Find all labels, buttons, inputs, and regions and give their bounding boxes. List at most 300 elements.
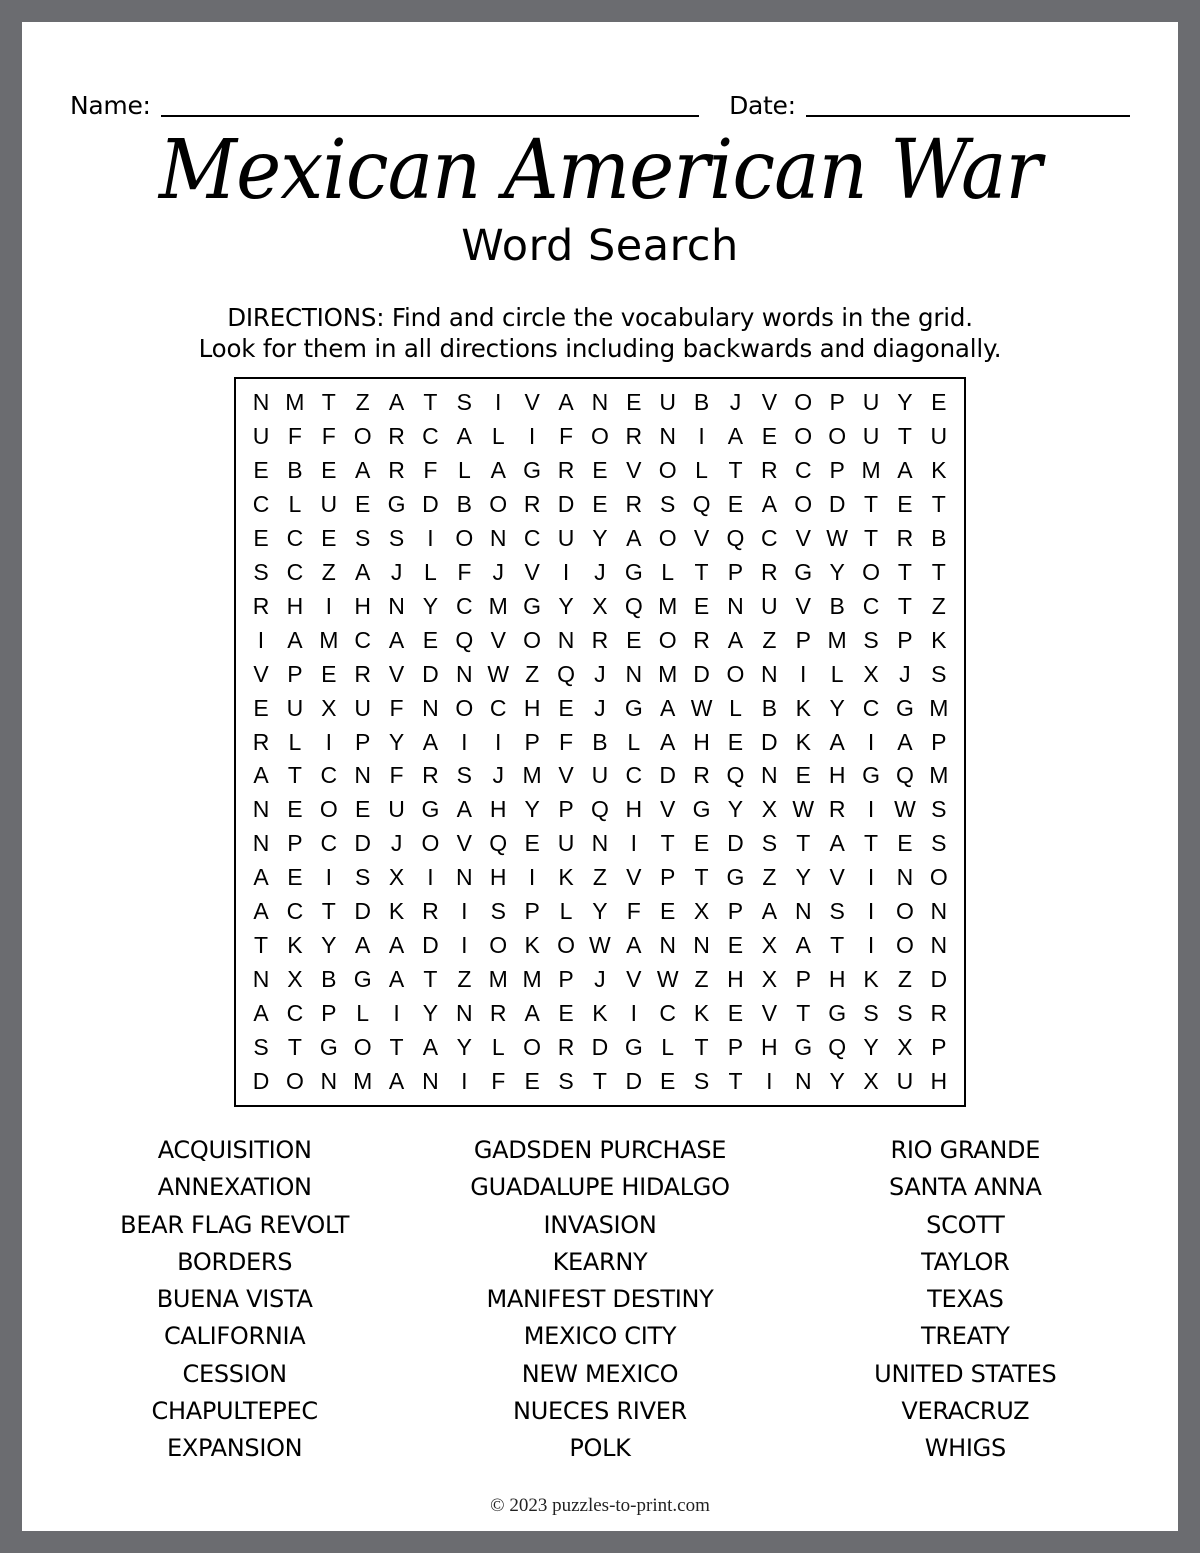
grid-cell[interactable]: P [355,728,371,755]
grid-cell[interactable]: T [287,1033,302,1060]
grid-cell[interactable]: E [897,491,913,518]
grid-cell[interactable]: A [253,762,269,789]
grid-cell[interactable]: I [630,830,637,857]
grid-cell[interactable]: B [321,965,337,992]
grid-cell[interactable]: E [592,457,608,484]
grid-cell[interactable]: S [863,999,879,1026]
grid-cell[interactable]: E [795,762,811,789]
grid-cell[interactable]: G [421,796,440,823]
grid-cell[interactable]: S [761,830,778,857]
grid-cell[interactable]: A [897,457,913,484]
grid-cell[interactable]: O [557,931,575,958]
grid-cell[interactable]: R [252,728,270,755]
word-list-item[interactable]: ACQUISITION [157,1136,312,1164]
grid-cell[interactable]: N [930,898,948,925]
grid-cell[interactable]: E [626,626,642,653]
grid-cell[interactable]: Y [829,558,845,585]
grid-cell[interactable]: W [690,694,713,721]
grid-cell[interactable]: E [727,999,744,1026]
grid-cell[interactable]: A [456,796,473,823]
grid-cell[interactable]: W [792,796,815,823]
grid-cell[interactable]: P [558,965,574,992]
grid-cell[interactable]: W [826,525,848,552]
grid-cell[interactable]: M [285,389,305,416]
grid-cell[interactable]: O [895,931,914,958]
grid-cell[interactable]: Q [692,491,711,518]
grid-cell[interactable]: J [492,762,504,789]
grid-cell[interactable]: T [897,423,912,450]
grid-cell[interactable]: K [388,898,405,925]
grid-cell[interactable]: Y [422,999,439,1026]
grid-cell[interactable]: H [625,796,643,823]
grid-cell[interactable]: P [829,389,845,416]
grid-cell[interactable]: R [354,660,371,687]
grid-cell[interactable]: M [929,762,949,789]
grid-cell[interactable]: F [626,898,641,925]
grid-cell[interactable]: H [354,592,371,619]
grid-cell[interactable]: O [828,423,847,450]
grid-cell[interactable]: E [355,796,371,823]
grid-cell[interactable]: I [867,898,875,925]
grid-cell[interactable]: Q [895,762,914,789]
grid-cell[interactable]: M [827,626,847,653]
word-list-item[interactable]: ANNEXATION [157,1173,312,1202]
grid-cell[interactable]: E [355,491,371,518]
grid-cell[interactable]: J [594,965,606,992]
grid-cell[interactable]: E [321,660,337,687]
grid-cell[interactable]: C [286,898,304,925]
grid-cell[interactable]: I [562,558,570,585]
grid-cell[interactable]: H [828,762,846,789]
grid-cell[interactable]: H [727,965,744,992]
grid-cell[interactable]: X [761,931,778,958]
grid-cell[interactable]: O [895,898,914,925]
grid-cell[interactable]: H [930,1067,948,1094]
grid-cell[interactable]: E [253,525,269,552]
grid-cell[interactable]: Y [829,694,845,721]
word-list-item[interactable]: MANIFEST DESTINY [486,1285,714,1314]
grid-cell[interactable]: V [626,864,642,891]
grid-cell[interactable]: H [828,965,846,992]
grid-cell[interactable]: G [895,694,914,721]
grid-cell[interactable]: N [456,999,473,1026]
grid-cell[interactable]: O [489,491,508,518]
grid-cell[interactable]: D [828,491,846,518]
grid-cell[interactable]: E [321,525,337,552]
grid-cell[interactable]: I [698,423,705,450]
grid-cell[interactable]: B [761,694,778,721]
grid-cell[interactable]: A [355,931,371,958]
grid-cell[interactable]: N [456,660,473,687]
grid-cell[interactable]: I [257,626,265,653]
grid-cell[interactable]: U [862,423,880,450]
grid-cell[interactable]: S [456,389,473,416]
word-list-item[interactable]: BEAR FLAG REVOLT [120,1210,350,1239]
grid-cell[interactable]: A [727,626,744,653]
grid-cell[interactable]: Z [525,660,540,687]
grid-cell[interactable]: O [726,660,745,687]
grid-cell[interactable]: N [252,796,270,823]
grid-cell[interactable]: G [523,592,542,619]
word-list-item[interactable]: POLK [569,1434,631,1463]
grid-cell[interactable]: S [253,1033,269,1060]
grid-cell[interactable]: A [355,457,371,484]
grid-cell[interactable]: J [390,558,403,585]
grid-cell[interactable]: I [427,864,434,891]
grid-cell[interactable]: T [728,457,743,484]
grid-cell[interactable]: V [490,626,506,653]
grid-cell[interactable]: I [461,1067,468,1094]
grid-cell[interactable]: I [528,864,536,891]
word-list-item[interactable]: GADSDEN PURCHASE [473,1136,727,1164]
grid-cell[interactable]: T [694,558,709,585]
grid-cell[interactable]: Q [557,660,575,687]
grid-cell[interactable]: N [761,660,778,687]
grid-cell[interactable]: U [557,830,575,857]
grid-cell[interactable]: P [931,728,947,755]
grid-cell[interactable]: P [727,898,744,925]
name-blank-line[interactable] [161,115,700,117]
grid-cell[interactable]: A [829,728,845,755]
grid-cell[interactable]: G [523,457,542,484]
word-list-item[interactable]: TREATY [921,1322,1010,1351]
grid-cell[interactable]: E [524,1067,540,1094]
grid-cell[interactable]: G [828,999,847,1026]
grid-cell[interactable]: C [659,999,676,1026]
grid-cell[interactable]: V [626,965,642,992]
grid-cell[interactable]: U [930,423,948,450]
grid-cell[interactable]: A [897,728,913,755]
grid-cell[interactable]: T [864,830,879,857]
grid-cell[interactable]: E [253,694,269,721]
grid-cell[interactable]: J [390,830,403,857]
grid-cell[interactable]: S [355,525,371,552]
grid-cell[interactable]: M [522,965,542,992]
grid-cell[interactable]: R [422,762,439,789]
grid-cell[interactable]: Y [558,592,574,619]
grid-cell[interactable]: T [728,1067,743,1094]
grid-cell[interactable]: R [388,457,405,484]
grid-cell[interactable]: B [693,389,710,416]
grid-cell[interactable]: P [558,796,574,823]
grid-cell[interactable]: P [727,558,744,585]
grid-cell[interactable]: F [457,558,472,585]
grid-cell[interactable]: O [319,796,338,823]
grid-cell[interactable]: P [524,898,540,925]
grid-cell[interactable]: N [930,931,948,958]
grid-cell[interactable]: T [253,931,269,958]
grid-cell[interactable]: O [421,830,440,857]
grid-cell[interactable]: O [285,1067,304,1094]
grid-cell[interactable]: M [319,626,339,653]
grid-cell[interactable]: A [355,558,371,585]
grid-cell[interactable]: T [796,830,811,857]
grid-cell[interactable]: G [319,1033,338,1060]
grid-cell[interactable]: C [625,762,643,789]
grid-cell[interactable]: O [523,626,542,653]
grid-cell[interactable]: V [829,864,845,891]
grid-cell[interactable]: D [252,1067,270,1094]
grid-cell[interactable]: J [899,660,911,687]
grid-cell[interactable]: I [766,1067,773,1094]
grid-cell[interactable]: S [660,491,676,518]
grid-cell[interactable]: I [867,864,875,891]
grid-cell[interactable]: E [897,830,913,857]
grid-cell[interactable]: W [487,660,510,687]
grid-cell[interactable]: T [864,525,879,552]
grid-cell[interactable]: E [422,626,439,653]
grid-cell[interactable]: C [862,694,880,721]
grid-cell[interactable]: O [353,423,372,450]
grid-cell[interactable]: U [286,694,304,721]
grid-cell[interactable]: X [388,864,405,891]
grid-cell[interactable]: N [252,389,270,416]
grid-cell[interactable]: Y [524,796,540,823]
word-list-item[interactable]: BORDERS [177,1247,293,1276]
grid-cell[interactable]: V [795,525,811,552]
grid-cell[interactable]: X [897,1033,913,1060]
grid-cell[interactable]: T [694,864,709,891]
grid-cell[interactable]: I [393,999,400,1026]
grid-cell[interactable]: G [862,762,880,789]
grid-cell[interactable]: P [897,626,913,653]
grid-cell[interactable]: H [693,728,710,755]
word-list-item[interactable]: NUECES RIVER [513,1397,687,1426]
grid-cell[interactable]: L [559,898,573,925]
grid-cell[interactable]: S [490,898,506,925]
grid-cell[interactable]: M [488,592,508,619]
grid-cell[interactable]: N [727,592,744,619]
grid-cell[interactable]: E [558,694,574,721]
grid-cell[interactable]: A [388,931,405,958]
word-list-item[interactable]: UNITED STATES [874,1359,1057,1388]
grid-cell[interactable]: V [388,660,405,687]
grid-cell[interactable]: T [592,1067,607,1094]
grid-cell[interactable]: R [693,762,710,789]
grid-cell[interactable]: Q [624,592,643,619]
grid-cell[interactable]: I [495,389,502,416]
grid-cell[interactable]: S [829,898,845,925]
grid-cell[interactable]: I [461,931,468,958]
word-list-item[interactable]: RIO GRANDE [890,1136,1041,1164]
grid-cell[interactable]: N [659,931,676,958]
grid-cell[interactable]: A [253,864,269,891]
grid-cell[interactable]: X [761,965,778,992]
grid-cell[interactable]: A [253,999,269,1026]
grid-cell[interactable]: F [558,423,574,450]
grid-cell[interactable]: N [693,931,710,958]
grid-cell[interactable]: Z [355,389,370,416]
grid-cell[interactable]: W [656,965,679,992]
grid-cell[interactable]: R [625,491,643,518]
grid-cell[interactable]: I [528,423,536,450]
grid-cell[interactable]: Y [422,592,439,619]
grid-cell[interactable]: R [828,796,846,823]
grid-cell[interactable]: I [867,796,875,823]
grid-cell[interactable]: Q [590,796,609,823]
grid-cell[interactable]: E [660,1067,676,1094]
grid-cell[interactable]: L [627,728,641,755]
grid-cell[interactable]: S [863,626,879,653]
grid-cell[interactable]: I [495,728,502,755]
grid-cell[interactable]: P [287,660,303,687]
grid-cell[interactable]: C [252,491,270,518]
word-list-item[interactable]: EXPANSION [166,1434,303,1463]
grid-cell[interactable]: Q [726,525,745,552]
grid-cell[interactable]: H [286,592,304,619]
grid-cell[interactable]: L [457,457,471,484]
grid-cell[interactable]: C [523,525,541,552]
grid-cell[interactable]: T [796,999,811,1026]
grid-cell[interactable]: O [794,491,813,518]
grid-cell[interactable]: J [729,389,742,416]
word-search-grid[interactable] [234,377,966,1107]
grid-cell[interactable]: H [489,796,507,823]
grid-cell[interactable]: S [897,999,913,1026]
word-list-item[interactable]: WHIGS [924,1434,1006,1463]
grid-cell[interactable]: G [624,558,643,585]
grid-cell[interactable]: P [321,999,337,1026]
grid-cell[interactable]: J [594,558,606,585]
word-list-item[interactable]: INVASION [543,1210,657,1239]
grid-cell[interactable]: Q [455,626,474,653]
grid-cell[interactable]: R [489,999,507,1026]
grid-cell[interactable]: C [862,592,880,619]
grid-cell[interactable]: B [456,491,473,518]
grid-cell[interactable]: U [761,592,778,619]
grid-cell[interactable]: S [931,796,947,823]
grid-cell[interactable]: E [727,931,744,958]
grid-cell[interactable]: T [660,830,675,857]
grid-cell[interactable]: N [625,660,643,687]
grid-cell[interactable]: I [630,999,637,1026]
grid-cell[interactable]: K [558,864,574,891]
grid-cell[interactable]: V [558,762,574,789]
grid-cell[interactable]: Q [489,830,508,857]
grid-cell[interactable]: T [931,558,946,585]
grid-cell[interactable]: G [692,796,711,823]
grid-cell[interactable]: V [626,457,642,484]
grid-cell[interactable]: D [422,660,439,687]
grid-cell[interactable]: D [422,491,439,518]
grid-cell[interactable]: Y [388,728,405,755]
grid-cell[interactable]: U [252,423,270,450]
grid-cell[interactable]: D [354,830,371,857]
grid-cell[interactable]: R [625,423,643,450]
grid-cell[interactable]: E [321,457,337,484]
grid-cell[interactable]: R [252,592,270,619]
grid-cell[interactable]: G [794,1033,813,1060]
grid-cell[interactable]: N [320,1067,338,1094]
grid-cell[interactable]: C [794,457,812,484]
grid-cell[interactable]: Y [727,796,744,823]
grid-cell[interactable]: O [862,558,880,585]
grid-cell[interactable]: Y [592,525,608,552]
grid-cell[interactable]: N [252,830,270,857]
grid-cell[interactable]: E [660,898,676,925]
grid-cell[interactable]: S [456,762,473,789]
grid-cell[interactable]: R [591,626,609,653]
grid-cell[interactable]: X [863,1067,879,1094]
grid-cell[interactable]: R [523,491,541,518]
grid-cell[interactable]: F [491,1067,506,1094]
grid-cell[interactable]: O [658,626,677,653]
grid-cell[interactable]: R [693,626,710,653]
grid-cell[interactable]: O [794,389,813,416]
grid-cell[interactable]: H [523,694,541,721]
grid-cell[interactable]: M [658,660,678,687]
grid-cell[interactable]: Z [694,965,709,992]
grid-cell[interactable]: D [625,1067,643,1094]
grid-cell[interactable]: N [896,864,914,891]
grid-cell[interactable]: R [761,457,778,484]
grid-cell[interactable]: Y [897,389,913,416]
grid-cell[interactable]: X [761,796,778,823]
grid-cell[interactable]: N [354,762,371,789]
grid-cell[interactable]: F [389,762,404,789]
grid-cell[interactable]: O [590,423,609,450]
grid-cell[interactable]: K [863,965,879,992]
grid-cell[interactable]: B [592,728,608,755]
grid-cell[interactable]: C [489,694,507,721]
grid-cell[interactable]: C [354,626,371,653]
grid-cell[interactable]: H [489,864,507,891]
date-blank-line[interactable] [806,115,1130,117]
grid-cell[interactable]: K [287,931,303,958]
grid-cell[interactable]: P [524,728,540,755]
grid-cell[interactable]: D [727,830,744,857]
word-list-item[interactable]: TAYLOR [921,1247,1010,1276]
grid-cell[interactable]: Q [726,762,745,789]
grid-cell[interactable]: L [288,728,302,755]
grid-cell[interactable]: I [325,864,332,891]
grid-cell[interactable]: Y [321,931,337,958]
grid-cell[interactable]: B [931,525,947,552]
grid-cell[interactable]: O [523,1033,542,1060]
grid-cell[interactable]: X [287,965,303,992]
grid-cell[interactable]: G [624,1033,643,1060]
grid-cell[interactable]: N [794,1067,812,1094]
grid-cell[interactable]: S [355,864,371,891]
grid-cell[interactable]: Y [592,898,608,925]
grid-cell[interactable]: U [320,491,338,518]
grid-cell[interactable]: T [287,762,302,789]
word-list-item[interactable]: VERACRUZ [901,1397,1030,1426]
grid-cell[interactable]: D [693,660,710,687]
grid-cell[interactable]: E [727,728,744,755]
grid-cell[interactable]: C [320,762,338,789]
grid-cell[interactable]: S [558,1067,574,1094]
grid-cell[interactable]: T [931,491,946,518]
grid-cell[interactable]: F [321,423,336,450]
grid-cell[interactable]: E [931,389,947,416]
grid-cell[interactable]: V [795,592,811,619]
grid-cell[interactable]: R [930,999,948,1026]
grid-cell[interactable]: A [660,728,676,755]
grid-cell[interactable]: S [253,558,269,585]
grid-cell[interactable]: K [795,728,811,755]
grid-cell[interactable]: A [761,491,778,518]
grid-cell[interactable]: P [795,626,811,653]
grid-cell[interactable]: N [252,965,270,992]
grid-cell[interactable]: A [388,626,405,653]
grid-cell[interactable]: N [422,1067,439,1094]
grid-cell[interactable]: A [524,999,540,1026]
grid-cell[interactable]: U [659,389,676,416]
grid-cell[interactable]: T [830,931,845,958]
grid-cell[interactable]: A [287,626,303,653]
grid-cell[interactable]: X [693,898,710,925]
